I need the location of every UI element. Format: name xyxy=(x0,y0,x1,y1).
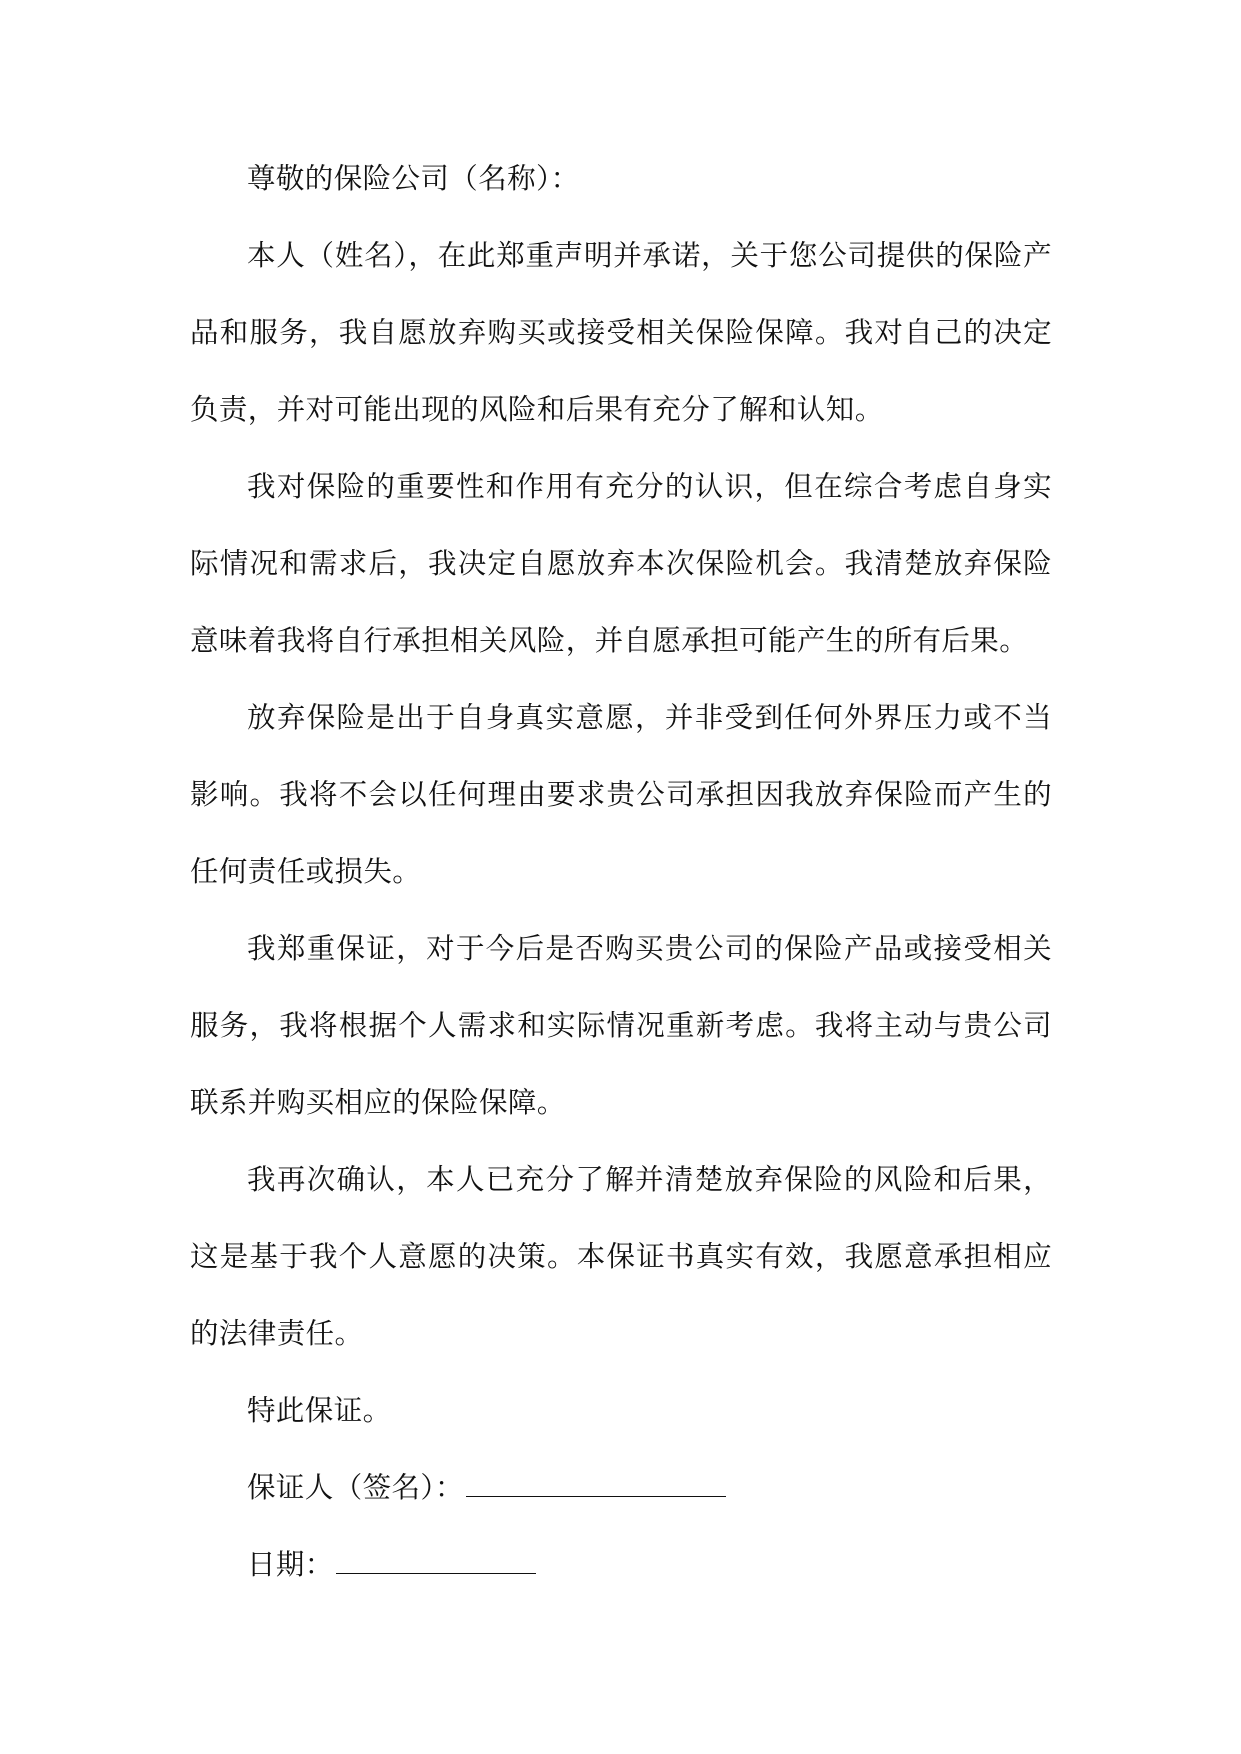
signer-label: 保证人（签名）： xyxy=(247,1471,464,1504)
closing-statement: 特此保证。 xyxy=(247,1394,392,1427)
date-line xyxy=(190,1526,1052,1603)
salutation: 尊敬的保险公司（名称）： xyxy=(247,162,580,195)
date-blank xyxy=(336,1551,536,1574)
paragraph-4: 我郑重保证，对于今后是否购买贵公司的保险产品或接受相关服务，我将根据个人需求和实际情况重新考虑。我将主动与贵公司联系并购买相应的保险保障。 xyxy=(190,932,1052,1119)
signer-blank xyxy=(466,1474,726,1497)
document-body xyxy=(190,140,1052,1603)
signer-line xyxy=(190,1449,1052,1526)
paragraph-3: 放弃保险是出于自身真实意愿，并非受到任何外界压力或不当影响。我将不会以任何理由要求贵公司承担因我放弃保险而产生的任何责任或损失。 xyxy=(190,701,1052,888)
paragraph-5: 我再次确认，本人已充分了解并清楚放弃保险的风险和后果，这是基于我个人意愿的决策。本保证书真实有效，我愿意承担相应的法律责任。 xyxy=(190,1163,1052,1350)
date-label: 日期： xyxy=(247,1548,334,1581)
paragraph-2: 我对保险的重要性和作用有充分的认识，但在综合考虑自身实际情况和需求后，我决定自愿放弃本次保险机会。我清楚放弃保险意味着我将自行承担相关风险，并自愿承担可能产生的所有后果。 xyxy=(190,470,1052,657)
paragraph-1: 本人（姓名），在此郑重声明并承诺，关于您公司提供的保险产品和服务，我自愿放弃购买或接受相关保险保障。我对自己的决定负责，并对可能出现的风险和后果有充分了解和认知。 xyxy=(190,239,1052,426)
